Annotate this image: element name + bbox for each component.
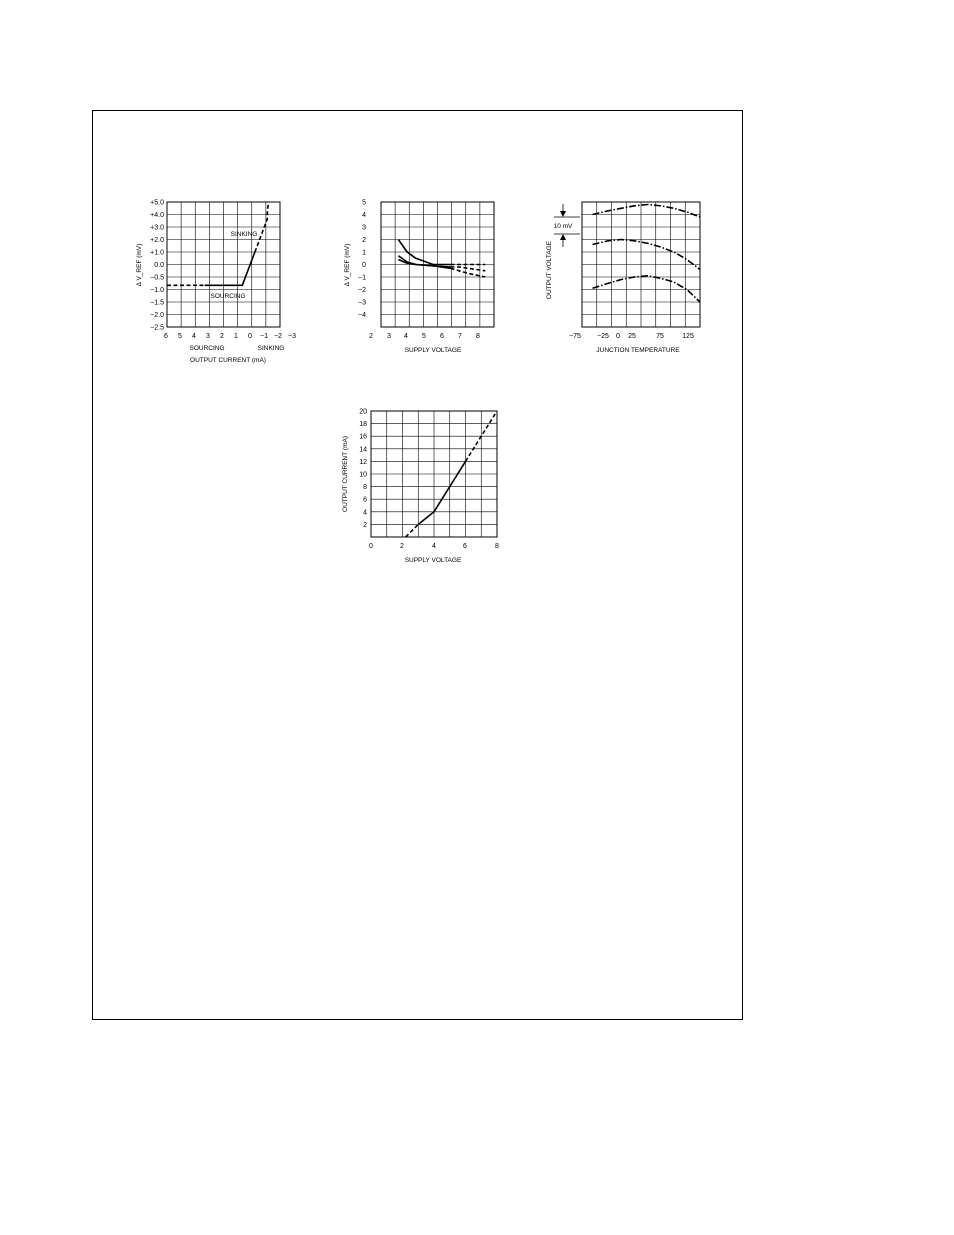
y-tick-label: 0.0 [154, 262, 164, 269]
x-axis-label: JUNCTION TEMPERATURE [596, 347, 680, 354]
x-tick-label: 0 [369, 543, 373, 550]
x-tick-label: 4 [432, 543, 436, 550]
y-axis-label: OUTPUT CURRENT (mA) [342, 436, 349, 512]
x-tick-label: 5 [422, 333, 426, 340]
y-tick-label: −1 [358, 274, 366, 282]
x-group-label-sourcing: SOURCING [189, 345, 225, 352]
y-tick-label: −2.0 [150, 312, 164, 319]
x-tick-label: 2 [369, 333, 373, 340]
x-tick-label: 5 [178, 333, 182, 340]
x-tick-label: 25 [628, 333, 636, 340]
x-tick-label: 75 [656, 333, 664, 340]
y-tick-label: +2.0 [150, 237, 164, 244]
y-tick-label: 10 [359, 471, 367, 479]
x-tick-label: 4 [404, 333, 408, 340]
y-tick-label: −4 [358, 312, 366, 319]
x-tick-label: 2 [220, 333, 224, 340]
y-axis-label: Δ V_REF (mV) [344, 243, 351, 287]
x-axis-label: SUPPLY VOLTAGE [404, 347, 462, 354]
y-axis-label: Δ V_REF (mV) [136, 243, 143, 287]
y-tick-label: +1.0 [150, 249, 164, 257]
x-tick-label: 7 [458, 333, 462, 340]
x-tick-label: 4 [192, 333, 196, 340]
x-tick-label: −75 [569, 333, 581, 340]
x-tick-label: 2 [400, 543, 404, 550]
x-tick-label: −25 [597, 333, 609, 340]
x-group-label-sinking: SINKING [257, 345, 285, 352]
y-tick-label: 18 [359, 421, 367, 429]
x-tick-label: 125 [682, 333, 694, 340]
y-tick-label: 0 [362, 262, 366, 269]
x-tick-label: 0 [248, 333, 252, 340]
x-tick-label: 8 [476, 333, 480, 340]
x-axis-label: SUPPLY VOLTAGE [404, 557, 462, 564]
series-line-2-solid [418, 461, 465, 524]
x-axis-label: OUTPUT CURRENT (mA) [190, 357, 266, 364]
y-tick-label: +3.0 [150, 224, 164, 232]
x-tick-label: 6 [164, 333, 168, 340]
y-tick-label: −2.5 [150, 324, 164, 332]
y-tick-label: 2 [362, 237, 366, 244]
x-tick-label: 6 [440, 333, 444, 340]
x-tick-label: −1 [260, 333, 268, 340]
y-tick-label: 4 [362, 212, 366, 219]
y-tick-label: 8 [363, 484, 367, 492]
y-tick-label: 14 [359, 446, 367, 454]
x-tick-label: −3 [288, 333, 296, 340]
y-tick-label: 1 [362, 249, 366, 257]
y-tick-label: −2 [358, 287, 366, 294]
series-line-1-dashed [406, 524, 419, 537]
y-tick-label: +4.0 [150, 212, 164, 219]
y-tick-label: 4 [363, 509, 367, 517]
scale-annotation: 10 mV [553, 223, 573, 230]
x-tick-label: 8 [495, 543, 499, 550]
y-tick-label: 12 [359, 458, 367, 466]
x-tick-label: 3 [206, 333, 210, 340]
x-tick-label: 3 [387, 333, 391, 340]
annotation-sinking: SINKING [230, 231, 258, 238]
y-tick-label: 6 [363, 496, 367, 504]
ticks-group [359, 409, 499, 551]
grid [371, 411, 497, 537]
y-tick-label: −3 [358, 299, 366, 307]
y-tick-label: +5.0 [150, 199, 164, 207]
y-tick-label: −0.5 [150, 274, 164, 282]
y-tick-label: 16 [359, 433, 367, 441]
x-tick-label: −2 [274, 333, 282, 340]
y-tick-label: −1.0 [150, 287, 164, 294]
y-tick-label: −1.5 [150, 299, 164, 307]
annotation-sourcing: SOURCING [210, 293, 246, 300]
y-axis-label: OUTPUT VOLTAGE [546, 240, 553, 300]
x-tick-label: 1 [234, 333, 238, 340]
y-tick-label: 2 [363, 521, 367, 529]
y-tick-label: 5 [362, 199, 366, 207]
y-tick-label: 20 [359, 408, 367, 416]
y-tick-label: 3 [362, 224, 366, 232]
x-tick-label: 0 [616, 333, 620, 340]
x-tick-label: 6 [463, 543, 467, 550]
